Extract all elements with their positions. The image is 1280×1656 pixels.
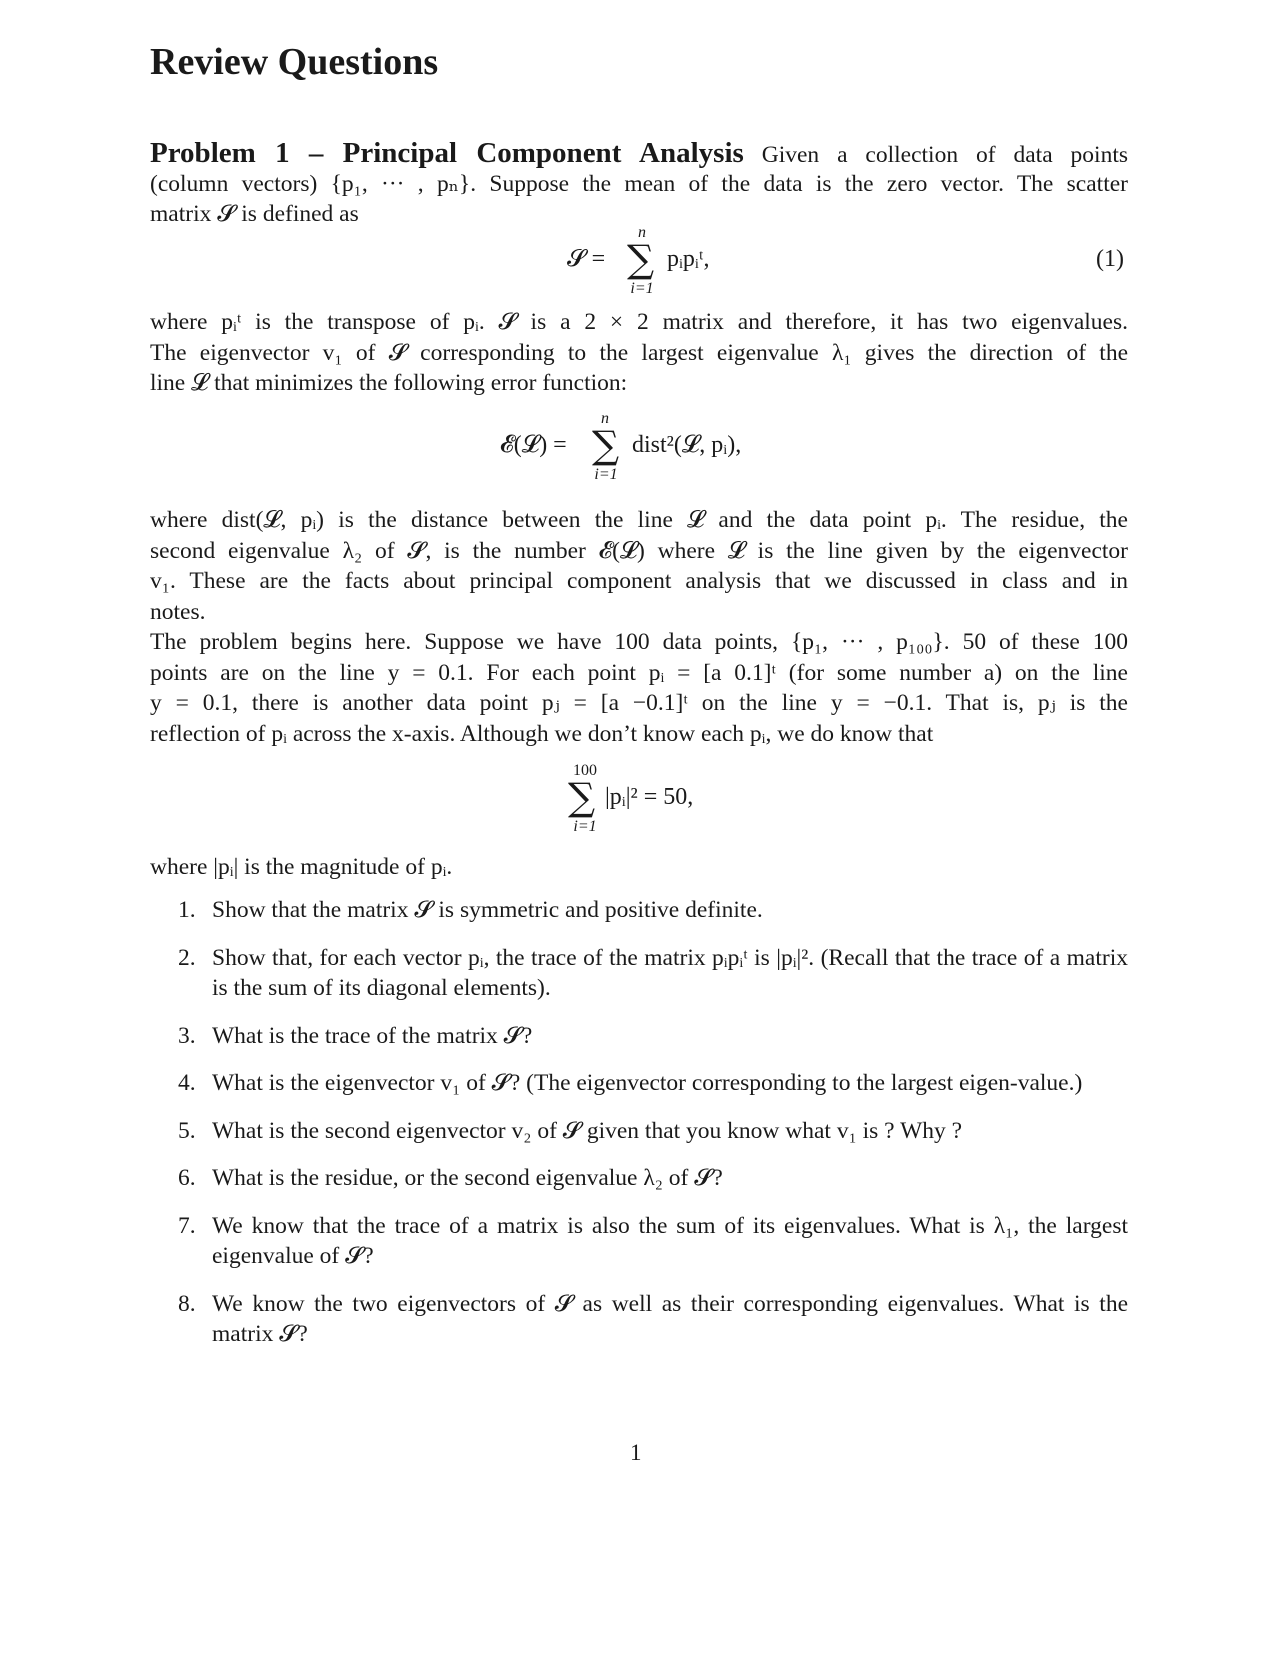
intro-line-2: (column vectors) {p₁, ··· , pₙ}. Suppose the mean of the data is the zero vector. The scatter <box>150 170 1128 197</box>
paragraph-eigen <box>150 307 1128 399</box>
eq2-body: dist²(𝓛, pᵢ), <box>632 432 742 458</box>
paragraph-problem-setup <box>150 627 1128 749</box>
para5-line: where |pᵢ| is the magnitude of pᵢ. <box>150 854 453 880</box>
eq2-upper-limit: n <box>601 410 609 427</box>
eq2-sigma: ∑ <box>592 423 620 467</box>
eq2-lower-limit: i=1 <box>594 466 618 483</box>
intro-line-1: Given a collection of data points <box>761 142 1128 168</box>
question-list <box>170 895 1128 1367</box>
problem-heading: Problem 1 – Principal Component Analysis <box>150 137 744 169</box>
question-item <box>170 1163 1128 1194</box>
question-text: We know that the trace of a matrix is also the sum of its eigenvalues. What is λ₁, the largest eigenvalue of 𝓢? <box>212 1212 1128 1269</box>
para4-line-3: y = 0.1, there is another data point pⱼ = [a −0.1]ᵗ on the line y = −0.1. That is, pⱼ is the <box>150 690 1128 716</box>
problem-intro <box>150 138 1128 230</box>
equation-number: (1) <box>1096 246 1124 272</box>
question-item <box>170 943 1128 1004</box>
para2-line-2: The eigenvector v₁ of 𝓢 corresponding to the largest eigenvalue λ₁ gives the direction of the <box>150 339 1128 366</box>
para3-line-3: v₁. These are the facts about principal component analysis that we discussed in class and in <box>150 568 1128 594</box>
para4-line-1: The problem begins here. Suppose we have 100 data points, {p₁, ··· , p₁₀₀}. 50 of these 100 <box>150 629 1128 655</box>
question-item <box>170 1116 1128 1147</box>
para4-line-2: points are on the line y = 0.1. For each point pᵢ = [a 0.1]ᵗ (for some number a) on the line <box>150 659 1128 686</box>
question-text: Show that the matrix 𝓢 is symmetric and positive definite. <box>212 897 763 923</box>
question-text: What is the trace of the matrix 𝓢? <box>212 1022 533 1049</box>
question-number: 6. <box>178 1165 196 1191</box>
eq3-upper-limit: 100 <box>573 762 597 779</box>
para4-line-4: reflection of pᵢ across the x-axis. Although we don’t know each pᵢ, we do know that <box>150 720 934 747</box>
intro-line-3: matrix 𝓢 is defined as <box>150 201 359 227</box>
question-number: 7. <box>178 1212 196 1239</box>
paragraph-residue <box>150 505 1128 627</box>
para2-line-1: where pᵢᵗ is the transpose of pᵢ. 𝓢 is a 2 × 2 matrix and therefore, it has two eigenvalues. <box>150 309 1128 335</box>
question-text: What is the residue, or the second eigenvalue λ₂ of 𝓢? <box>212 1165 723 1191</box>
eq3-body: |pᵢ|² = 50, <box>605 784 694 810</box>
para3-line-4: notes. <box>150 598 206 625</box>
eq2-lhs: 𝓔(𝓛) = <box>500 432 567 458</box>
question-text: What is the second eigenvector v₂ of 𝓢 given that you know what v₁ is ? Why ? <box>212 1117 963 1144</box>
para3-line-1: where dist(𝓛, pᵢ) is the distance between the line 𝓛 and the data point pᵢ. The residue, the <box>150 507 1128 533</box>
question-item <box>170 1068 1128 1099</box>
question-text: Show that, for each vector pᵢ, the trace of the matrix pᵢpᵢᵗ is |pᵢ|². (Recall that the trace of a matrix is the sum of its diagonal elements). <box>212 944 1128 1001</box>
paragraph-magnitude <box>150 852 1128 883</box>
question-number: 2. <box>178 944 196 971</box>
para3-line-2: second eigenvalue λ₂ of 𝓢, is the number 𝓔(𝓛) where 𝓛 is the line given by the eigenvector <box>150 537 1128 564</box>
question-text: What is the eigenvector v₁ of 𝓢? (The eigenvector corresponding to the largest eigen-value.) <box>212 1070 1083 1096</box>
para2-line-3: line 𝓛 that minimizes the following error function: <box>150 370 628 396</box>
eq3-sigma: ∑ <box>568 775 596 819</box>
question-number: 3. <box>178 1022 196 1049</box>
eq1-body: pᵢpᵢᵗ, <box>667 246 710 272</box>
eq1-sigma: ∑ <box>627 237 655 281</box>
question-number: 8. <box>178 1290 196 1317</box>
page-title: Review Questions <box>150 41 439 83</box>
page-number: 1 <box>630 1440 642 1465</box>
question-item <box>170 1289 1128 1350</box>
question-number: 1. <box>178 897 196 923</box>
question-number: 4. <box>178 1070 196 1096</box>
question-number: 5. <box>178 1117 196 1144</box>
eq1-lhs: 𝓢 = <box>567 246 606 272</box>
question-text: We know the two eigenvectors of 𝓢 as well as their corresponding eigenvalues. What is the matrix 𝓢? <box>212 1290 1128 1347</box>
question-item <box>170 895 1128 926</box>
eq1-lower-limit: i=1 <box>630 280 654 297</box>
eq1-upper-limit: n <box>638 224 646 241</box>
question-item <box>170 1021 1128 1052</box>
eq3-lower-limit: i=1 <box>573 818 597 835</box>
question-item <box>170 1211 1128 1272</box>
